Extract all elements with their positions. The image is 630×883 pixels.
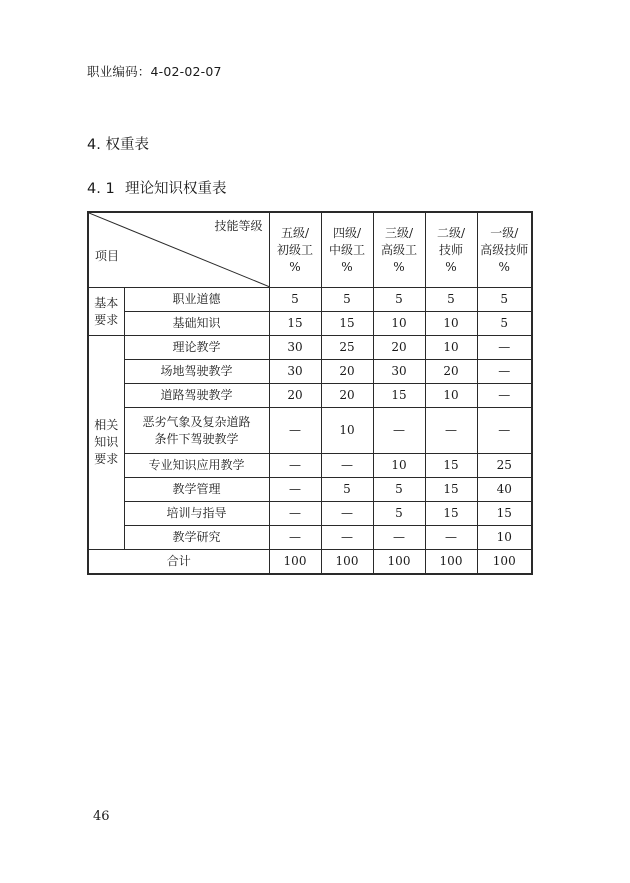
cell-value: — <box>321 526 373 550</box>
cell-value: 5 <box>373 478 425 502</box>
cell-value: 25 <box>477 454 532 478</box>
group-related-knowledge: 相关知识要求 <box>88 336 124 550</box>
cell-value: 5 <box>269 288 321 312</box>
table-row <box>88 312 532 336</box>
row-item: 专业知识应用教学 <box>124 454 269 478</box>
cell-value: 15 <box>477 502 532 526</box>
occupation-code: 职业编码：4-02-02-07 <box>87 64 222 79</box>
table-row <box>88 336 532 360</box>
cell-value: — <box>321 454 373 478</box>
cell-value: 20 <box>269 384 321 408</box>
total-row <box>88 550 532 574</box>
table-row <box>88 502 532 526</box>
cell-value: 5 <box>373 502 425 526</box>
total-value: 100 <box>373 550 425 574</box>
section-title: 4. 权重表 <box>87 137 149 153</box>
total-value: 100 <box>321 550 373 574</box>
row-item: 恶劣气象及复杂道路 条件下驾驶教学 <box>124 408 269 454</box>
cell-value: 15 <box>425 454 477 478</box>
row-item: 基础知识 <box>124 312 269 336</box>
cell-value: — <box>269 408 321 454</box>
cell-value: 15 <box>269 312 321 336</box>
cell-value: 10 <box>373 312 425 336</box>
cell-value: 15 <box>321 312 373 336</box>
cell-value: — <box>477 336 532 360</box>
cell-value: 25 <box>321 336 373 360</box>
table-header-row <box>88 212 532 288</box>
total-value: 100 <box>269 550 321 574</box>
level-header-4: 四级/ 中级工 % <box>321 212 373 288</box>
table-row <box>88 288 532 312</box>
cell-value: 10 <box>373 454 425 478</box>
level-header-3: 三级/ 高级工 % <box>373 212 425 288</box>
cell-value: 15 <box>425 478 477 502</box>
cell-value: 30 <box>269 336 321 360</box>
cell-value: 30 <box>373 360 425 384</box>
table-row <box>88 360 532 384</box>
total-value: 100 <box>477 550 532 574</box>
cell-value: — <box>477 360 532 384</box>
cell-value: 20 <box>425 360 477 384</box>
cell-value: 40 <box>477 478 532 502</box>
cell-value: — <box>269 502 321 526</box>
cell-value: 10 <box>425 336 477 360</box>
skill-level-label: 技能等级 <box>214 219 263 233</box>
table-row <box>88 408 532 454</box>
cell-value: — <box>477 384 532 408</box>
level-header-1: 一级/ 高级技师 % <box>477 212 532 288</box>
total-value: 100 <box>425 550 477 574</box>
row-item: 场地驾驶教学 <box>124 360 269 384</box>
cell-value: 5 <box>477 288 532 312</box>
row-item: 道路驾驶教学 <box>124 384 269 408</box>
subsection-title-text: 理论知识权重表 <box>125 181 227 197</box>
cell-value: 15 <box>425 502 477 526</box>
table-row <box>88 526 532 550</box>
row-item: 教学管理 <box>124 478 269 502</box>
cell-value: — <box>373 408 425 454</box>
page-number: 46 <box>93 809 110 824</box>
table-row <box>88 478 532 502</box>
cell-value: — <box>373 526 425 550</box>
subsection-title <box>87 177 227 198</box>
cell-value: 5 <box>425 288 477 312</box>
cell-value: — <box>269 478 321 502</box>
table-row <box>88 454 532 478</box>
row-item: 理论教学 <box>124 336 269 360</box>
cell-value: 10 <box>321 408 373 454</box>
cell-value: 5 <box>477 312 532 336</box>
weights-table <box>87 211 533 575</box>
cell-value: 10 <box>425 312 477 336</box>
cell-value: 20 <box>321 360 373 384</box>
cell-value: 20 <box>373 336 425 360</box>
row-item: 教学研究 <box>124 526 269 550</box>
cell-value: — <box>269 454 321 478</box>
corner-header-cell <box>88 212 269 288</box>
cell-value: — <box>321 502 373 526</box>
cell-value: — <box>425 526 477 550</box>
row-item: 培训与指导 <box>124 502 269 526</box>
item-label: 项目 <box>95 249 120 263</box>
cell-value: — <box>269 526 321 550</box>
cell-value: 20 <box>321 384 373 408</box>
total-label: 合计 <box>88 550 269 574</box>
row-item: 职业道德 <box>124 288 269 312</box>
cell-value: 10 <box>425 384 477 408</box>
group-basic-requirements: 基本要求 <box>88 288 124 336</box>
subsection-number: 4. 1 <box>87 181 115 197</box>
cell-value: — <box>477 408 532 454</box>
cell-value: 5 <box>321 288 373 312</box>
table-row <box>88 384 532 408</box>
cell-value: 10 <box>477 526 532 550</box>
cell-value: — <box>425 408 477 454</box>
level-header-5: 五级/ 初级工 % <box>269 212 321 288</box>
cell-value: 5 <box>373 288 425 312</box>
cell-value: 30 <box>269 360 321 384</box>
cell-value: 15 <box>373 384 425 408</box>
level-header-2: 二级/ 技师 % <box>425 212 477 288</box>
cell-value: 5 <box>321 478 373 502</box>
